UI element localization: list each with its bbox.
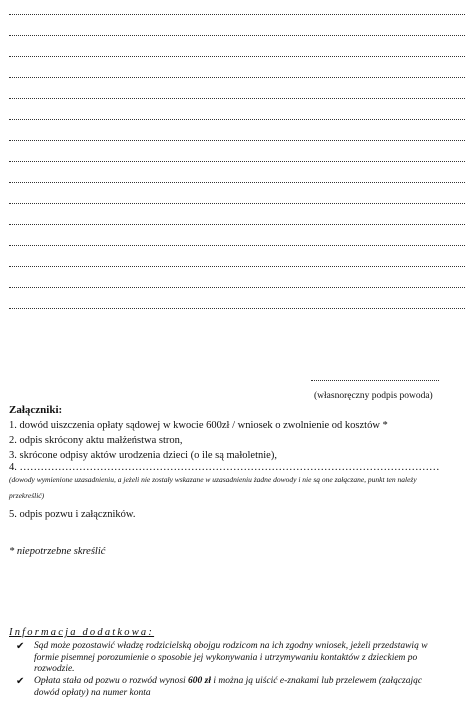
- signature-line: [311, 380, 439, 381]
- checkmark-icon: ✔: [16, 641, 25, 652]
- info-text: [34, 676, 462, 699]
- writing-line: [9, 182, 465, 183]
- attachment-item: 1. dowód uiszczenia opłaty sądowej w kwocie 600zł / wniosek o zwolnienie od kosztów *: [9, 420, 388, 431]
- info-text: [34, 641, 462, 676]
- writing-line: [9, 119, 465, 120]
- attachment-note: (dowody wymienione uzasadnieniu, a jeżeli nie zostały wskazane w uzasadnieniu żadne dowody i nie są one załączane, punkt ten należy: [9, 475, 417, 484]
- writing-line: [9, 308, 465, 309]
- writing-line: [9, 140, 465, 141]
- writing-line: [9, 14, 465, 15]
- attachment-note: przekreślić): [9, 491, 45, 500]
- attachment-item: 2. odpis skrócony aktu małżeństwa stron,: [9, 435, 183, 446]
- writing-line: [9, 266, 465, 267]
- info-line: dowód opłaty) na numer konta: [34, 687, 151, 698]
- writing-line: [9, 77, 465, 78]
- info-text-part: Opłata stała od pozwu o rozwód wynosi: [34, 676, 189, 686]
- writing-line: [9, 35, 465, 36]
- writing-line: [9, 98, 465, 99]
- info-text-part: i można ją uiścić e-znakami lub przelewem (załączając: [211, 676, 423, 686]
- footnote: * niepotrzebne skreślić: [9, 546, 106, 557]
- checkmark-icon: ✔: [16, 676, 25, 687]
- writing-line: [9, 56, 465, 57]
- writing-line: [9, 245, 465, 246]
- info-line: [34, 676, 462, 688]
- info-line: rozwodzie.: [34, 664, 75, 674]
- attachments-heading: Załączniki:: [9, 404, 63, 416]
- attachment-item: 5. odpis pozwu i załączników.: [9, 509, 136, 520]
- info-line: formie pisemnej porozumienie o sposobie jej wykonywania i utrzymywaniu kontaktów z dzieckiem po: [34, 652, 418, 663]
- writing-line: [9, 287, 465, 288]
- attachment-item: 3. skrócone odpisy aktów urodzenia dzieci (o ile są małoletnie),: [9, 450, 277, 461]
- attachment-item: 4. …………………………………………………………………………………………………………: [9, 462, 440, 473]
- info-line: Sąd może pozostawić władzę rodzicielską obojgu rodzicom na ich zgodny wniosek, jeżeli przedstawią w: [34, 641, 428, 651]
- signature-caption: (własnoręczny podpis powoda): [314, 391, 433, 401]
- writing-line: [9, 203, 465, 204]
- writing-line: [9, 161, 465, 162]
- fee-amount: 600 zł: [188, 676, 212, 686]
- info-heading: Informacja dodatkowa:: [9, 627, 155, 638]
- writing-line: [9, 224, 465, 225]
